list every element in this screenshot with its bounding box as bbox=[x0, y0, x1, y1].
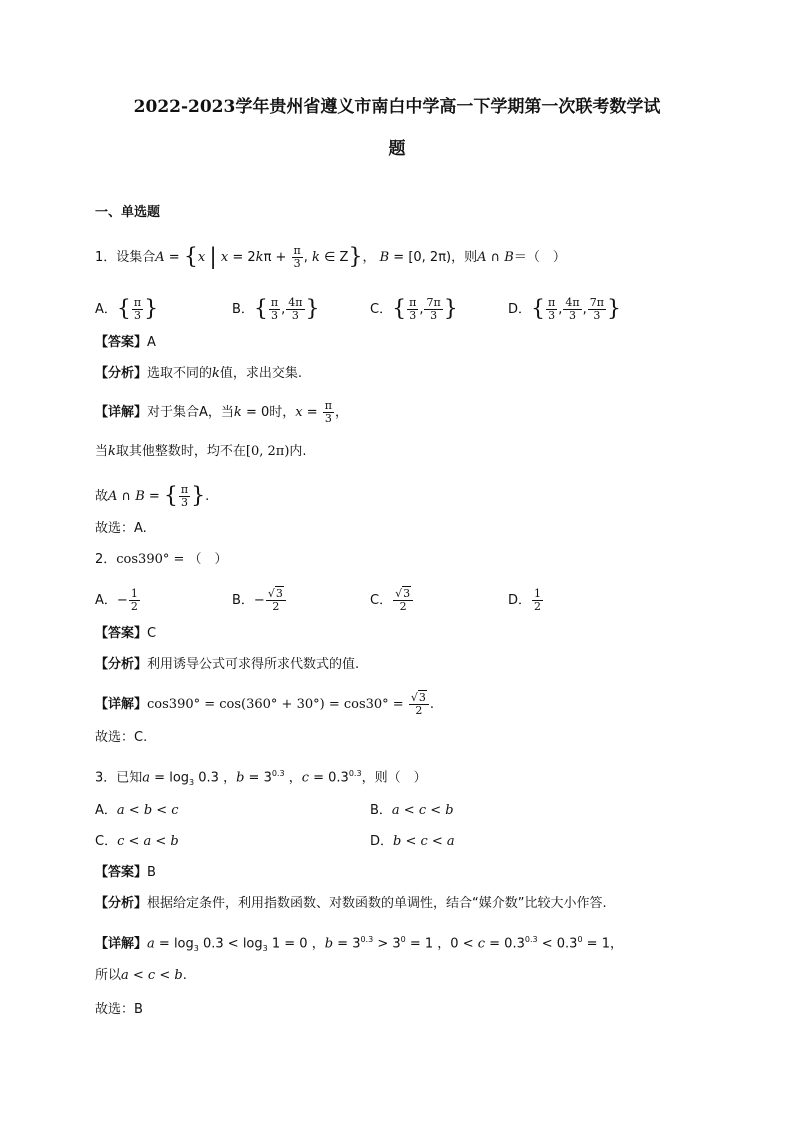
q1-detail-1: 【详解】对于集合A，当k = 0时，x = $\frac{\pi}{3}$ ， bbox=[95, 399, 349, 425]
q1-detail-2: 当k取其他整数时，均不在[0, 2π)内. bbox=[95, 444, 307, 459]
q3-option-d: D．b < c < a bbox=[370, 834, 455, 849]
q3-answer: 【答案】B bbox=[95, 865, 156, 880]
q1-option-c: C．{ $\frac{\pi}{3}$ , $\frac{7\pi}{3}$ } bbox=[370, 296, 458, 322]
title-line-1: 2022-2023学年贵州省遵义市南白中学高一下学期第一次联考数学试 bbox=[133, 97, 661, 117]
q2-option-c: C． $\frac{√3}{2}$ bbox=[370, 588, 414, 613]
q2-stem: 2．cos390° = （ ） bbox=[95, 552, 228, 567]
q3-option-a: A．a < b < c bbox=[95, 803, 179, 818]
q3-detail: 【详解】$a = \log_3 0.3 < \log_3 1 = 0$ ，$b = 3^{0.3} > 3^0 = 1$ ，$0 < c = 0.3^{0.3} < 0.3^0 = 1$， bbox=[95, 935, 623, 953]
title-line-2: 题 bbox=[388, 139, 406, 159]
section-heading: 一、单选题 bbox=[95, 205, 161, 220]
q1-option-b: B．{ $\frac{\pi}{3}$ , $\frac{4\pi}{3}$ } bbox=[232, 296, 320, 322]
q2-option-b: B．− $\frac{√3}{2}$ bbox=[232, 588, 287, 613]
q3-so: 所以a < c < b. bbox=[95, 968, 187, 983]
q3-option-c: C．c < a < b bbox=[95, 834, 179, 849]
q3-option-b: B．a < c < b bbox=[370, 803, 454, 818]
q2-detail: 【详解】cos390° = cos(360° + 30°) = cos30° = $\frac{√3}{2}$ . bbox=[95, 691, 434, 717]
q2-option-d: D． $\frac{1}{2}$ bbox=[508, 587, 542, 613]
q1-detail-3: 故A ∩ B = { $\frac{\pi}{3}$ }. bbox=[95, 483, 210, 509]
q1-option-a: A．{ $\frac{\pi}{3}$ } bbox=[95, 296, 159, 322]
q2-conclusion: 故选：C. bbox=[95, 730, 148, 745]
q3-analysis: 【分析】根据给定条件，利用指数函数、对数函数的单调性，结合“媒介数”比较大小作答. bbox=[95, 896, 607, 911]
q1-option-d: D．{ $\frac{\pi}{3}$ , $\frac{4\pi}{3}$ , $\frac{7\pi}{3}$ } bbox=[508, 296, 621, 322]
q1-analysis: 【分析】选取不同的k值，求出交集. bbox=[95, 366, 303, 381]
q1-stem: 1．设集合A = {x | x = 2kπ + $\frac{\pi}{3}$ , k ∈ Z}， B = [0, 2π)，则A ∩ B＝（ ） bbox=[95, 244, 566, 270]
page-title bbox=[60, 86, 734, 170]
q1-answer: 【答案】A bbox=[95, 335, 156, 350]
q2-answer: 【答案】C bbox=[95, 626, 157, 641]
q3-stem: 3．已知$a = \log_3 0.3$ ，$b = 3^{0.3}$ ，$c = 0.3^{0.3}$，则（ ） bbox=[95, 769, 427, 787]
q3-conclusion: 故选：B bbox=[95, 1002, 143, 1017]
q2-option-a: A．− $\frac{1}{2}$ bbox=[95, 587, 138, 613]
q1-conclusion: 故选：A. bbox=[95, 521, 147, 536]
q2-analysis: 【分析】利用诱导公式可求得所求代数式的值. bbox=[95, 657, 360, 672]
